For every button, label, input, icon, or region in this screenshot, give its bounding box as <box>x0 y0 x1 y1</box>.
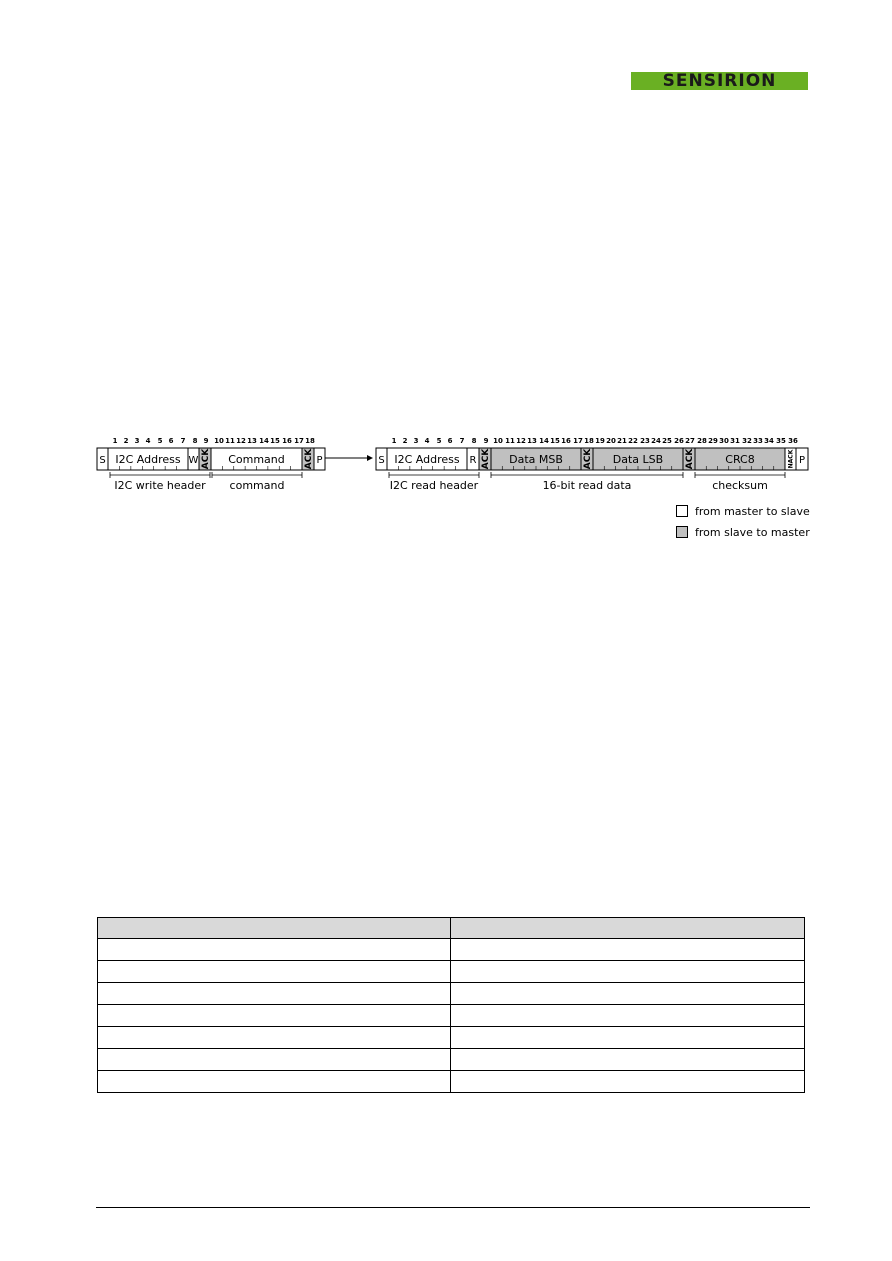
bit-number: 10 <box>493 437 503 445</box>
bit-number: 5 <box>157 437 163 445</box>
table-cell <box>98 1005 451 1027</box>
bit-number: 14 <box>259 437 269 445</box>
bit-number: 12 <box>236 437 246 445</box>
bit-number: 11 <box>225 437 235 445</box>
table-cell <box>98 1049 451 1071</box>
bit-number: 34 <box>764 437 774 445</box>
segment-crc8-label: CRC8 <box>725 453 755 466</box>
table-row <box>98 1027 805 1049</box>
segment-nack-label: NACK <box>787 449 795 469</box>
bit-number: 2 <box>123 437 129 445</box>
segment-ack-label: ACK <box>201 448 212 470</box>
bit-number: 30 <box>719 437 729 445</box>
bit-number: 13 <box>247 437 257 445</box>
segment-ack-label: ACK <box>481 448 492 470</box>
table-cell <box>98 983 451 1005</box>
table-cell <box>451 1049 805 1071</box>
bit-number: 29 <box>708 437 718 445</box>
footer-rule <box>96 1207 810 1208</box>
bit-number: 21 <box>617 437 627 445</box>
table-header-row <box>98 918 805 939</box>
segment-ack-label: ACK <box>304 448 315 470</box>
table-cell <box>98 918 451 939</box>
bit-number: 24 <box>651 437 661 445</box>
segment-w-label: W <box>188 455 199 466</box>
group-label-read-data: 16-bit read data <box>542 479 632 492</box>
bit-number: 6 <box>168 437 174 445</box>
bit-number: 9 <box>483 437 489 445</box>
segment-ack-label: ACK <box>685 448 696 470</box>
legend-label-master: from master to slave <box>695 504 810 518</box>
table-row <box>98 1049 805 1071</box>
table-cell <box>451 983 805 1005</box>
segment-r-label: R <box>469 455 477 466</box>
bit-number: 14 <box>539 437 549 445</box>
legend-slave-to-master <box>676 525 810 539</box>
bit-number: 1 <box>391 437 397 445</box>
bit-number: 16 <box>561 437 571 445</box>
bit-number: 4 <box>424 437 430 445</box>
legend-label-slave: from slave to master <box>695 525 810 539</box>
bit-number: 3 <box>413 437 419 445</box>
bit-number: 5 <box>436 437 442 445</box>
sensirion-logo: SENSIRION <box>631 72 808 90</box>
segment-command-label: Command <box>228 453 285 466</box>
table-cell <box>451 1027 805 1049</box>
segment-s2-label: S <box>378 455 385 466</box>
table-cell <box>451 1005 805 1027</box>
bit-number: 8 <box>471 437 477 445</box>
table-row <box>98 1005 805 1027</box>
bit-number: 13 <box>527 437 537 445</box>
bit-number: 27 <box>685 437 695 445</box>
table-row <box>98 939 805 961</box>
bit-number: 18 <box>305 437 315 445</box>
legend-master-to-slave <box>676 504 810 518</box>
segment-i2c-address-1-label: I2C Address <box>115 453 181 466</box>
i2c-sequence-svg <box>0 0 892 560</box>
table-cell <box>98 939 451 961</box>
table-row <box>98 983 805 1005</box>
bit-number: 4 <box>145 437 151 445</box>
table-cell <box>451 961 805 983</box>
bit-number: 10 <box>214 437 224 445</box>
bit-number: 19 <box>595 437 605 445</box>
bit-number: 15 <box>270 437 280 445</box>
bit-number: 32 <box>742 437 752 445</box>
legend-swatch-white <box>676 505 688 517</box>
table-cell <box>98 961 451 983</box>
bit-number: 1 <box>112 437 118 445</box>
group-label-checksum: checksum <box>712 479 768 492</box>
segment-s1-label: S <box>99 455 106 466</box>
bit-number: 2 <box>402 437 408 445</box>
segment-data-msb-label: Data MSB <box>509 453 563 466</box>
segment-p-label: P <box>316 455 323 466</box>
bit-number: 35 <box>776 437 786 445</box>
bit-number: 12 <box>516 437 526 445</box>
data-table <box>97 917 805 1093</box>
bit-number: 9 <box>203 437 209 445</box>
group-label-command: command <box>229 479 285 492</box>
bit-number: 8 <box>192 437 198 445</box>
bit-number: 7 <box>180 437 186 445</box>
bit-number: 26 <box>674 437 684 445</box>
bit-number: 17 <box>573 437 583 445</box>
table-cell <box>98 1027 451 1049</box>
bit-number: 31 <box>730 437 740 445</box>
bit-number: 17 <box>294 437 304 445</box>
bit-number: 25 <box>662 437 672 445</box>
group-label-i2c-read-header: I2C read header <box>389 479 479 492</box>
bit-number: 11 <box>505 437 515 445</box>
bit-number: 18 <box>584 437 594 445</box>
table-row <box>98 961 805 983</box>
segment-i2c-address-2-label: I2C Address <box>394 453 460 466</box>
legend-swatch-grey <box>676 526 688 538</box>
bit-number: 15 <box>550 437 560 445</box>
bit-number: 7 <box>459 437 465 445</box>
group-label-i2c-write-header: I2C write header <box>114 479 206 492</box>
segment-p-label: P <box>798 455 806 466</box>
table-cell <box>98 1071 451 1093</box>
segment-data-lsb-label: Data LSB <box>612 453 664 466</box>
bit-number: 33 <box>753 437 763 445</box>
bit-number: 22 <box>628 437 638 445</box>
bit-number: 16 <box>282 437 292 445</box>
table-cell <box>451 918 805 939</box>
table-row <box>98 1071 805 1093</box>
bit-number: 20 <box>606 437 616 445</box>
bit-number: 36 <box>788 437 798 445</box>
bit-number: 6 <box>447 437 453 445</box>
table-cell <box>451 1071 805 1093</box>
table-cell <box>451 939 805 961</box>
bit-number: 28 <box>697 437 707 445</box>
bit-number: 3 <box>134 437 140 445</box>
segment-ack-label: ACK <box>583 448 594 470</box>
bit-number: 23 <box>640 437 650 445</box>
